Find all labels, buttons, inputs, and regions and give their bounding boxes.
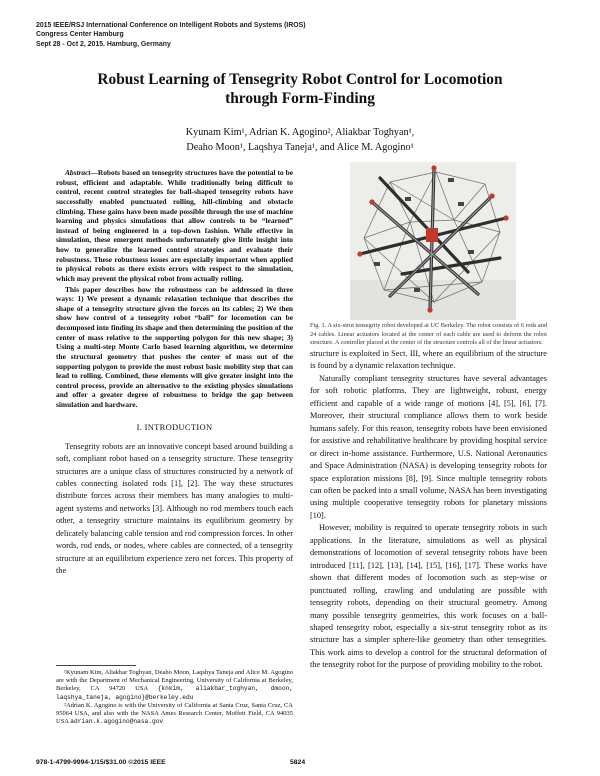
right-column (310, 348, 547, 672)
conference-header (36, 21, 436, 49)
abstract-p1-text: —Robots based on tensegrity structures have the potential to be robust, efficient and adaptable. While traditionally being difficult to control, recent control strategies for ball-shaped tensegrity robots have successfully enabled punctuated rolling, hill-climbing and obstacle climbing. These gains have been made possible through the use of machine learning and physics simulations that allow controls to be “learned” instead of being engineered in a top-down fashion. While effective in simulation, these emergent methods unfortunately give little insight into how to generalize the learned control strategies and evaluate their robustness. These robustness issues are especially important when applied to physical robots as there exists errors with respect to the simulation, which may prevent the physical robot from actually rolling. (56, 168, 293, 283)
conference-dates: Sept 28 - Oct 2, 2015. Hamburg, Germany (36, 40, 171, 48)
footnote-1 (56, 669, 293, 702)
introduction-text (56, 441, 293, 578)
right-paragraph-2: However, mobility is required to operate tensegrity robots in such applications. In the literature, simulations as well as physical demonstrations of locomotion of several tensegrity robots have been introduced [11], [12], [13], [14], [15], [16], [17]. These works have shown that different modes of locomotion such as step-wise or punctuated rolling, crawling and undulating are possible with tensegrity robots, depending on their structural geometry. Among many possible tensegrity geometries, this work focuses on a ball-shaped tensegrity robot, especially a six-strut tensegrity robot as its structure has a simpler sphere-like geometry than other tensegrities. This work aims to develop a control for the structural deformation of the tensegrity robot for the purpose of providing mobility to the robot. (310, 523, 547, 670)
footnote-1-text: ¹Kyunam Kim, Aliakbar Toghyan, Deaho Moon, Laqshya Taneja and Alice M. Agogino are with the Department of Mechanical Engineering, University of California at Berkeley, Berkeley, CA 94720 USA (56, 669, 293, 693)
footnote-2-text: ²Adrian K. Agogino is with the University of California at Santa Cruz, Santa Cruz, CA 95064 USA, and also with the NASA Ames Research Center, Moffett Field, CA 94035 USA (56, 701, 293, 726)
footer-isbn: 978-1-4799-9994-1/15/$31.00 ©2015 IEEE (36, 759, 166, 766)
title-line-1: Robust Learning of Tensegrity Robot Control for Locomotion (97, 71, 503, 88)
footnote-2 (56, 702, 293, 727)
authors-line-1: Kyunam Kim¹, Adrian K. Agogino², Aliakbar Toghyan¹, (185, 127, 415, 138)
authors-line-2: Deaho Moon¹, Laqshya Taneja¹, and Alice M. Agogino¹ (186, 142, 414, 153)
left-column (56, 168, 293, 578)
footnote-rule (56, 665, 136, 666)
title-line-2: through Form-Finding (225, 90, 375, 107)
abstract-lead: Abstract (65, 168, 91, 177)
introduction-paragraph-1: Tensegrity robots are an innovative concept based around building a soft, compliant robot based on a tensegrity structure. These tensegrity structures are a unique class of structures constructed by a network of cables connecting isolated rods [1], [2]. The way these structures distribute forces across their members has many analogies to multi-agent systems and networks [3]. Although no rod members touch each other, a tensegrity structure maintains its equilibrium geometry by delicately balancing cable tension and rod compression forces. In other words, rod ends, or nodes, where cables are connected, of a tensegrity structure at an equilibrium experience zero net forces. This property of the (56, 441, 293, 576)
right-paragraph-1: Naturally compliant tensegrity structures have several advantages for soft robotic platforms. They are lightweight, robust, energy efficient and capable of a wide range of motions [4], [5], [6], [7]. Moreover, their structural compliance allows them to work beside humans safely. For this reason, tensegrity robots have been envisioned for assistive and rehabilitative healthcare by providing hospital service or direct in-home assistance. Furthermore, U.S. National Aeronautics and Space Administration (NASA) is developing tensegrity robots for space exploration missions [8], [9]. Since multiple tensegrity robots can often be packed into a small volume, NASA has been investigating using multiple cooperative tensegrity robots for planetary missions [10]. (310, 373, 547, 520)
right-column-text (310, 348, 547, 672)
conference-venue: Congress Center Hamburg (36, 31, 124, 39)
abstract (56, 168, 293, 410)
abstract-paragraph-2: This paper describes how the robustness can be addressed in three ways: 1) We present a dynamic relaxation technique that describes the shape of a tensegrity structure given the forces on its cables; 2) We then show how control of a tensegrity robot “ball” for locomotion can be decomposed into finding its shape and then determining the position of the center of mass relative to the supporting polygon for this new shape; 3) Using a multi-step Monte Carlo based learning algorithm, we determine the structural geometry that pushes the center of mass out of the supporting polygon to provide the most robust basic mobility step that can lead to rolling. Combined, these elements will give greater insight into the control process, provide an alternative to the existing physics simulations and offer a greater degree of robustness to bridge the gap between simulation and hardware. (56, 284, 293, 409)
tensegrity-robot-illustration (350, 162, 516, 320)
section-heading-introduction: I. INTRODUCTION (136, 421, 213, 432)
author-list (100, 125, 500, 155)
abstract-paragraph-1 (56, 168, 293, 284)
footnote-1-emails: {knkim, aliakbar_toghyan, dmoon, laqshya_taneja, agogino}@berkeley.edu (56, 685, 294, 701)
conference-name: 2015 IEEE/RSJ International Conference on Intelligent Robots and Systems (IROS) (36, 22, 306, 29)
right-paragraph-0: structure is exploited in Sect. III, where an equilibrium of the structure is found by a dynamic relaxation technique. (310, 349, 547, 371)
footnote-2-email: adrian.k.agogino@nasa.gov (70, 718, 164, 726)
figure-caption: Fig. 1. A six-strut tensegrity robot developed at UC Berkeley. The robot consists of 6 rods and 24 cables. Linear actuators located at the center of each cable are used to deform the robot structure. A controller placed at the center of the structure controls all of the linear actuators. (310, 322, 547, 347)
figure-tensegrity-robot-photo (350, 162, 516, 320)
footnotes (56, 665, 293, 726)
paper-title (40, 70, 560, 108)
footer-page-number: 5824 (290, 759, 306, 766)
